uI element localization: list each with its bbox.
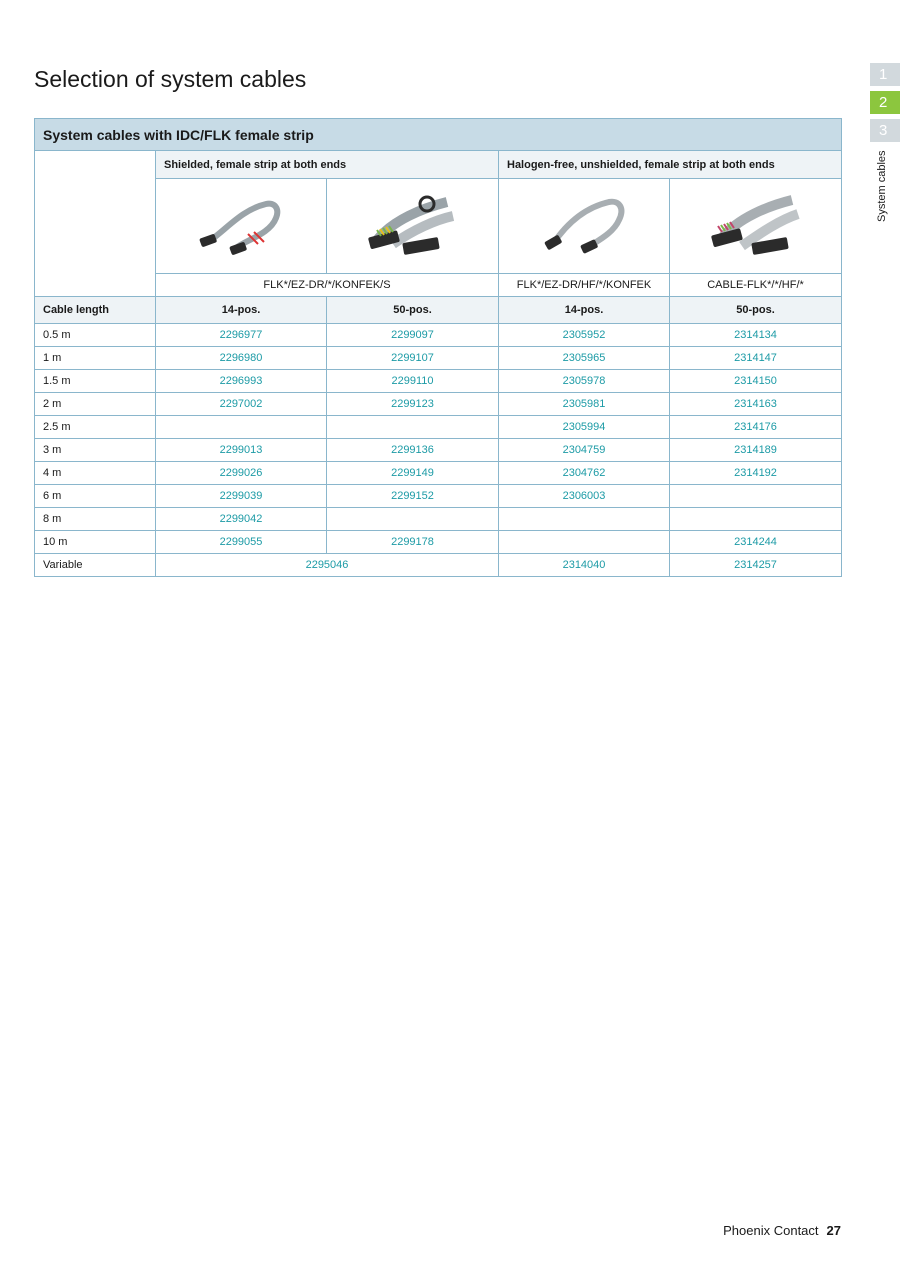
order-number-link[interactable]: 2305981 [499,393,670,416]
column-header-shielded-50: 50-pos. [327,297,499,324]
page-number: 27 [826,1223,841,1238]
page-footer [723,1223,841,1238]
flk-14-shielded-cable-icon [196,190,286,260]
column-header-length: Cable length [35,297,156,324]
order-number-link[interactable]: 2295046 [156,554,499,577]
order-number-link[interactable]: 2299178 [327,531,499,554]
table-caption: System cables with IDC/FLK female strip [35,119,842,151]
order-number-link[interactable]: 2299042 [156,508,327,531]
cable-length: 0.5 m [35,324,156,347]
cable-length: 3 m [35,439,156,462]
cable-length: Variable [35,554,156,577]
order-number-link[interactable]: 2299013 [156,439,327,462]
cable-length: 10 m [35,531,156,554]
order-number-link[interactable]: 2304759 [499,439,670,462]
flk-50-shielded-cable-icon [363,190,463,260]
order-number-link[interactable]: 2305952 [499,324,670,347]
order-number-link[interactable] [670,485,842,508]
order-number-link[interactable]: 2297002 [156,393,327,416]
table-row [35,370,842,393]
product-image-cell [156,179,327,274]
column-header-row [35,297,842,324]
column-header-hf-50: 50-pos. [670,297,842,324]
table-row [35,462,842,485]
order-number-link[interactable]: 2306003 [499,485,670,508]
order-number-link[interactable]: 2305978 [499,370,670,393]
blank-corner-cell [35,151,156,297]
table-row [35,508,842,531]
table-row [35,347,842,370]
order-number-link[interactable]: 2299055 [156,531,327,554]
order-number-link[interactable]: 2299152 [327,485,499,508]
order-number-link[interactable]: 2299110 [327,370,499,393]
column-header-shielded-14: 14-pos. [156,297,327,324]
model-shielded: FLK*/EZ-DR/*/KONFEK/S [156,274,499,297]
group-shielded: Shielded, female strip at both ends [156,151,499,179]
order-number-link[interactable]: 2314150 [670,370,842,393]
order-number-link[interactable]: 2314257 [670,554,842,577]
order-number-link[interactable] [156,416,327,439]
chapter-tab-1[interactable]: 1 [870,63,900,86]
system-cables-table [34,118,842,577]
order-number-link[interactable]: 2299107 [327,347,499,370]
order-number-link[interactable]: 2299136 [327,439,499,462]
group-header-row [35,151,842,179]
order-number-link[interactable]: 2314147 [670,347,842,370]
group-halogen-free: Halogen-free, unshielded, female strip at both ends [499,151,842,179]
model-hf-14: FLK*/EZ-DR/HF/*/KONFEK [499,274,670,297]
order-number-link[interactable]: 2305994 [499,416,670,439]
table-row [35,393,842,416]
column-header-hf-14: 14-pos. [499,297,670,324]
order-number-link[interactable] [499,531,670,554]
order-number-link[interactable]: 2299123 [327,393,499,416]
order-number-link[interactable] [327,416,499,439]
cable-length: 8 m [35,508,156,531]
order-number-link[interactable]: 2314176 [670,416,842,439]
order-number-link[interactable]: 2314134 [670,324,842,347]
cable-length: 6 m [35,485,156,508]
cable-length: 1 m [35,347,156,370]
table-row [35,324,842,347]
order-number-link[interactable]: 2299097 [327,324,499,347]
order-number-link[interactable]: 2299149 [327,462,499,485]
order-number-link[interactable]: 2304762 [499,462,670,485]
order-number-link[interactable]: 2314192 [670,462,842,485]
order-number-link[interactable] [499,508,670,531]
order-number-link[interactable]: 2314163 [670,393,842,416]
table-row-variable [35,554,842,577]
footer-brand: Phoenix Contact [723,1223,819,1238]
page-title: Selection of system cables [34,66,307,92]
cable-length: 4 m [35,462,156,485]
cable-length: 2 m [35,393,156,416]
order-number-link[interactable]: 2296993 [156,370,327,393]
cable-length: 1.5 m [35,370,156,393]
chapter-tab-2-active[interactable]: 2 [870,91,900,114]
product-image-cell [327,179,499,274]
order-number-link[interactable]: 2305965 [499,347,670,370]
flk-14-halogen-free-cable-icon [539,190,629,260]
order-number-link[interactable]: 2314244 [670,531,842,554]
table-row [35,439,842,462]
order-number-link[interactable]: 2299039 [156,485,327,508]
order-number-link[interactable]: 2296977 [156,324,327,347]
cable-length: 2.5 m [35,416,156,439]
model-hf-50: CABLE-FLK*/*/HF/* [670,274,842,297]
table-row [35,416,842,439]
product-image-cell [499,179,670,274]
order-number-link[interactable]: 2314040 [499,554,670,577]
order-number-link[interactable]: 2296980 [156,347,327,370]
section-side-label: System cables [876,150,888,222]
model-row [35,274,842,297]
order-number-link[interactable] [670,508,842,531]
chapter-tab-3[interactable]: 3 [870,119,900,142]
order-number-link[interactable] [327,508,499,531]
table-row [35,485,842,508]
flk-50-halogen-free-cable-icon [706,190,806,260]
table-caption-row [35,119,842,151]
product-image-row [35,179,842,274]
product-image-cell [670,179,842,274]
order-number-link[interactable]: 2299026 [156,462,327,485]
table-row [35,531,842,554]
order-number-link[interactable]: 2314189 [670,439,842,462]
